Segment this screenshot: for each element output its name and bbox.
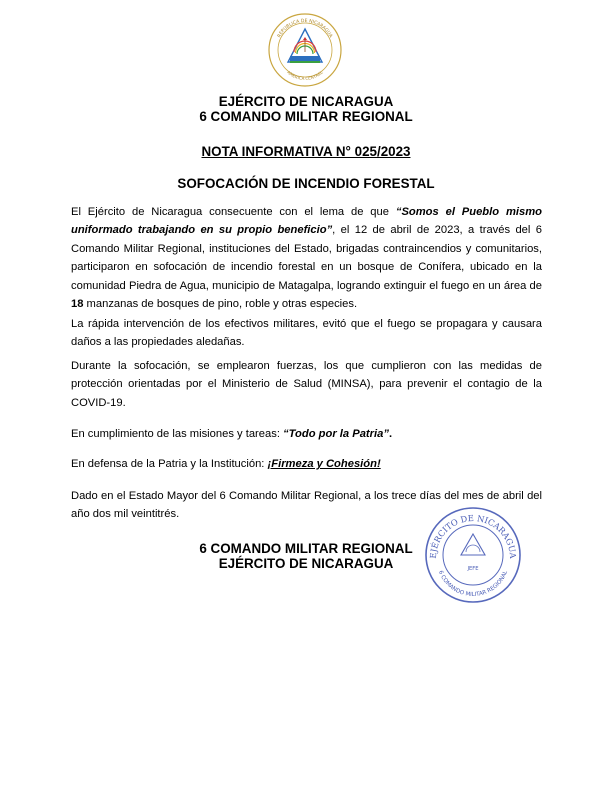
paragraph-1-intro: El Ejército de Nicaragua consecuente con el lema de que <box>71 206 396 218</box>
document-title: SOFOCACIÓN DE INCENDIO FORESTAL <box>177 176 435 191</box>
svg-text:AMERICA CENTRAL: AMERICA CENTRAL <box>286 69 324 82</box>
svg-text:REPUBLICA DE NICARAGUA: REPUBLICA DE NICARAGUA <box>277 18 333 39</box>
nicaragua-coat-of-arms-icon <box>267 12 343 88</box>
svg-text:EJÉRCITO DE NICARAGUA: EJÉRCITO DE NICARAGUA <box>427 512 519 559</box>
header-organization: EJÉRCITO DE NICARAGUA <box>218 94 394 109</box>
paragraph-3: Durante la sofocación, se emplearon fuerzas, los que cumplieron con las medidas de protección orientadas por el Ministerio de Salud (MINSA), para prevenir el contagio de la COVID-19. <box>71 360 542 409</box>
official-seal-stamp-icon <box>424 506 522 604</box>
paragraph-5 <box>71 455 542 473</box>
paragraph-6-closing: Dado en el Estado Mayor del 6 Comando Militar Regional, a los trece días del mes de abril del año dos mil veintitrés. <box>71 490 542 521</box>
header-unit: 6 COMANDO MILITAR REGIONAL <box>199 109 413 124</box>
paragraph-4 <box>71 425 542 443</box>
paragraph-1-body: , el 12 de abril de 2023, a través del 6 Comando Militar Regional, instituciones del Estado, brigadas contraincendios y comunitarios, participaron en sofocación de incendio forestal en un bosque de Conífera, ubicado en la comunidad Piedra de Agua, municipio de Matagalpa, logrando extinguir el fuego en un área de <box>71 224 542 292</box>
svg-text:JEFE: JEFE <box>467 566 479 572</box>
paragraph-5-intro: En defensa de la Patria y la Institución: <box>71 458 268 470</box>
area-manzanas-value: 18 <box>71 298 84 311</box>
paragraph-4-end: . <box>388 428 393 440</box>
paragraph-2: La rápida intervención de los efectivos militares, evitó que el fuego se propagara y causara daños a las propiedades aledañas. <box>71 318 542 349</box>
paragraph-1 <box>71 203 542 313</box>
motto-firmeza-y-cohesion: ¡Firmeza y Cohesión! <box>267 458 381 470</box>
stamp-graphic <box>424 506 522 604</box>
note-number-title: NOTA INFORMATIVA N° 025/2023 <box>201 144 411 159</box>
footer-organization: EJÉRCITO DE NICARAGUA <box>218 556 394 571</box>
footer-unit: 6 COMANDO MILITAR REGIONAL <box>199 541 413 556</box>
coat-of-arms-graphic <box>267 12 343 88</box>
motto-somos-el-pueblo: “Somos el Pueblo mismo uniformado trabajando en su propio beneficio” <box>71 206 542 237</box>
svg-text:6 COMANDO MILITAR REGIONAL: 6 COMANDO MILITAR REGIONAL <box>436 569 510 599</box>
paragraph-1-end: manzanas de bosques de pino, roble y otras especies. <box>83 298 358 311</box>
motto-todo-por-la-patria: “Todo por la Patria” <box>283 428 389 440</box>
paragraph-4-intro: En cumplimiento de las misiones y tareas: <box>71 428 284 440</box>
